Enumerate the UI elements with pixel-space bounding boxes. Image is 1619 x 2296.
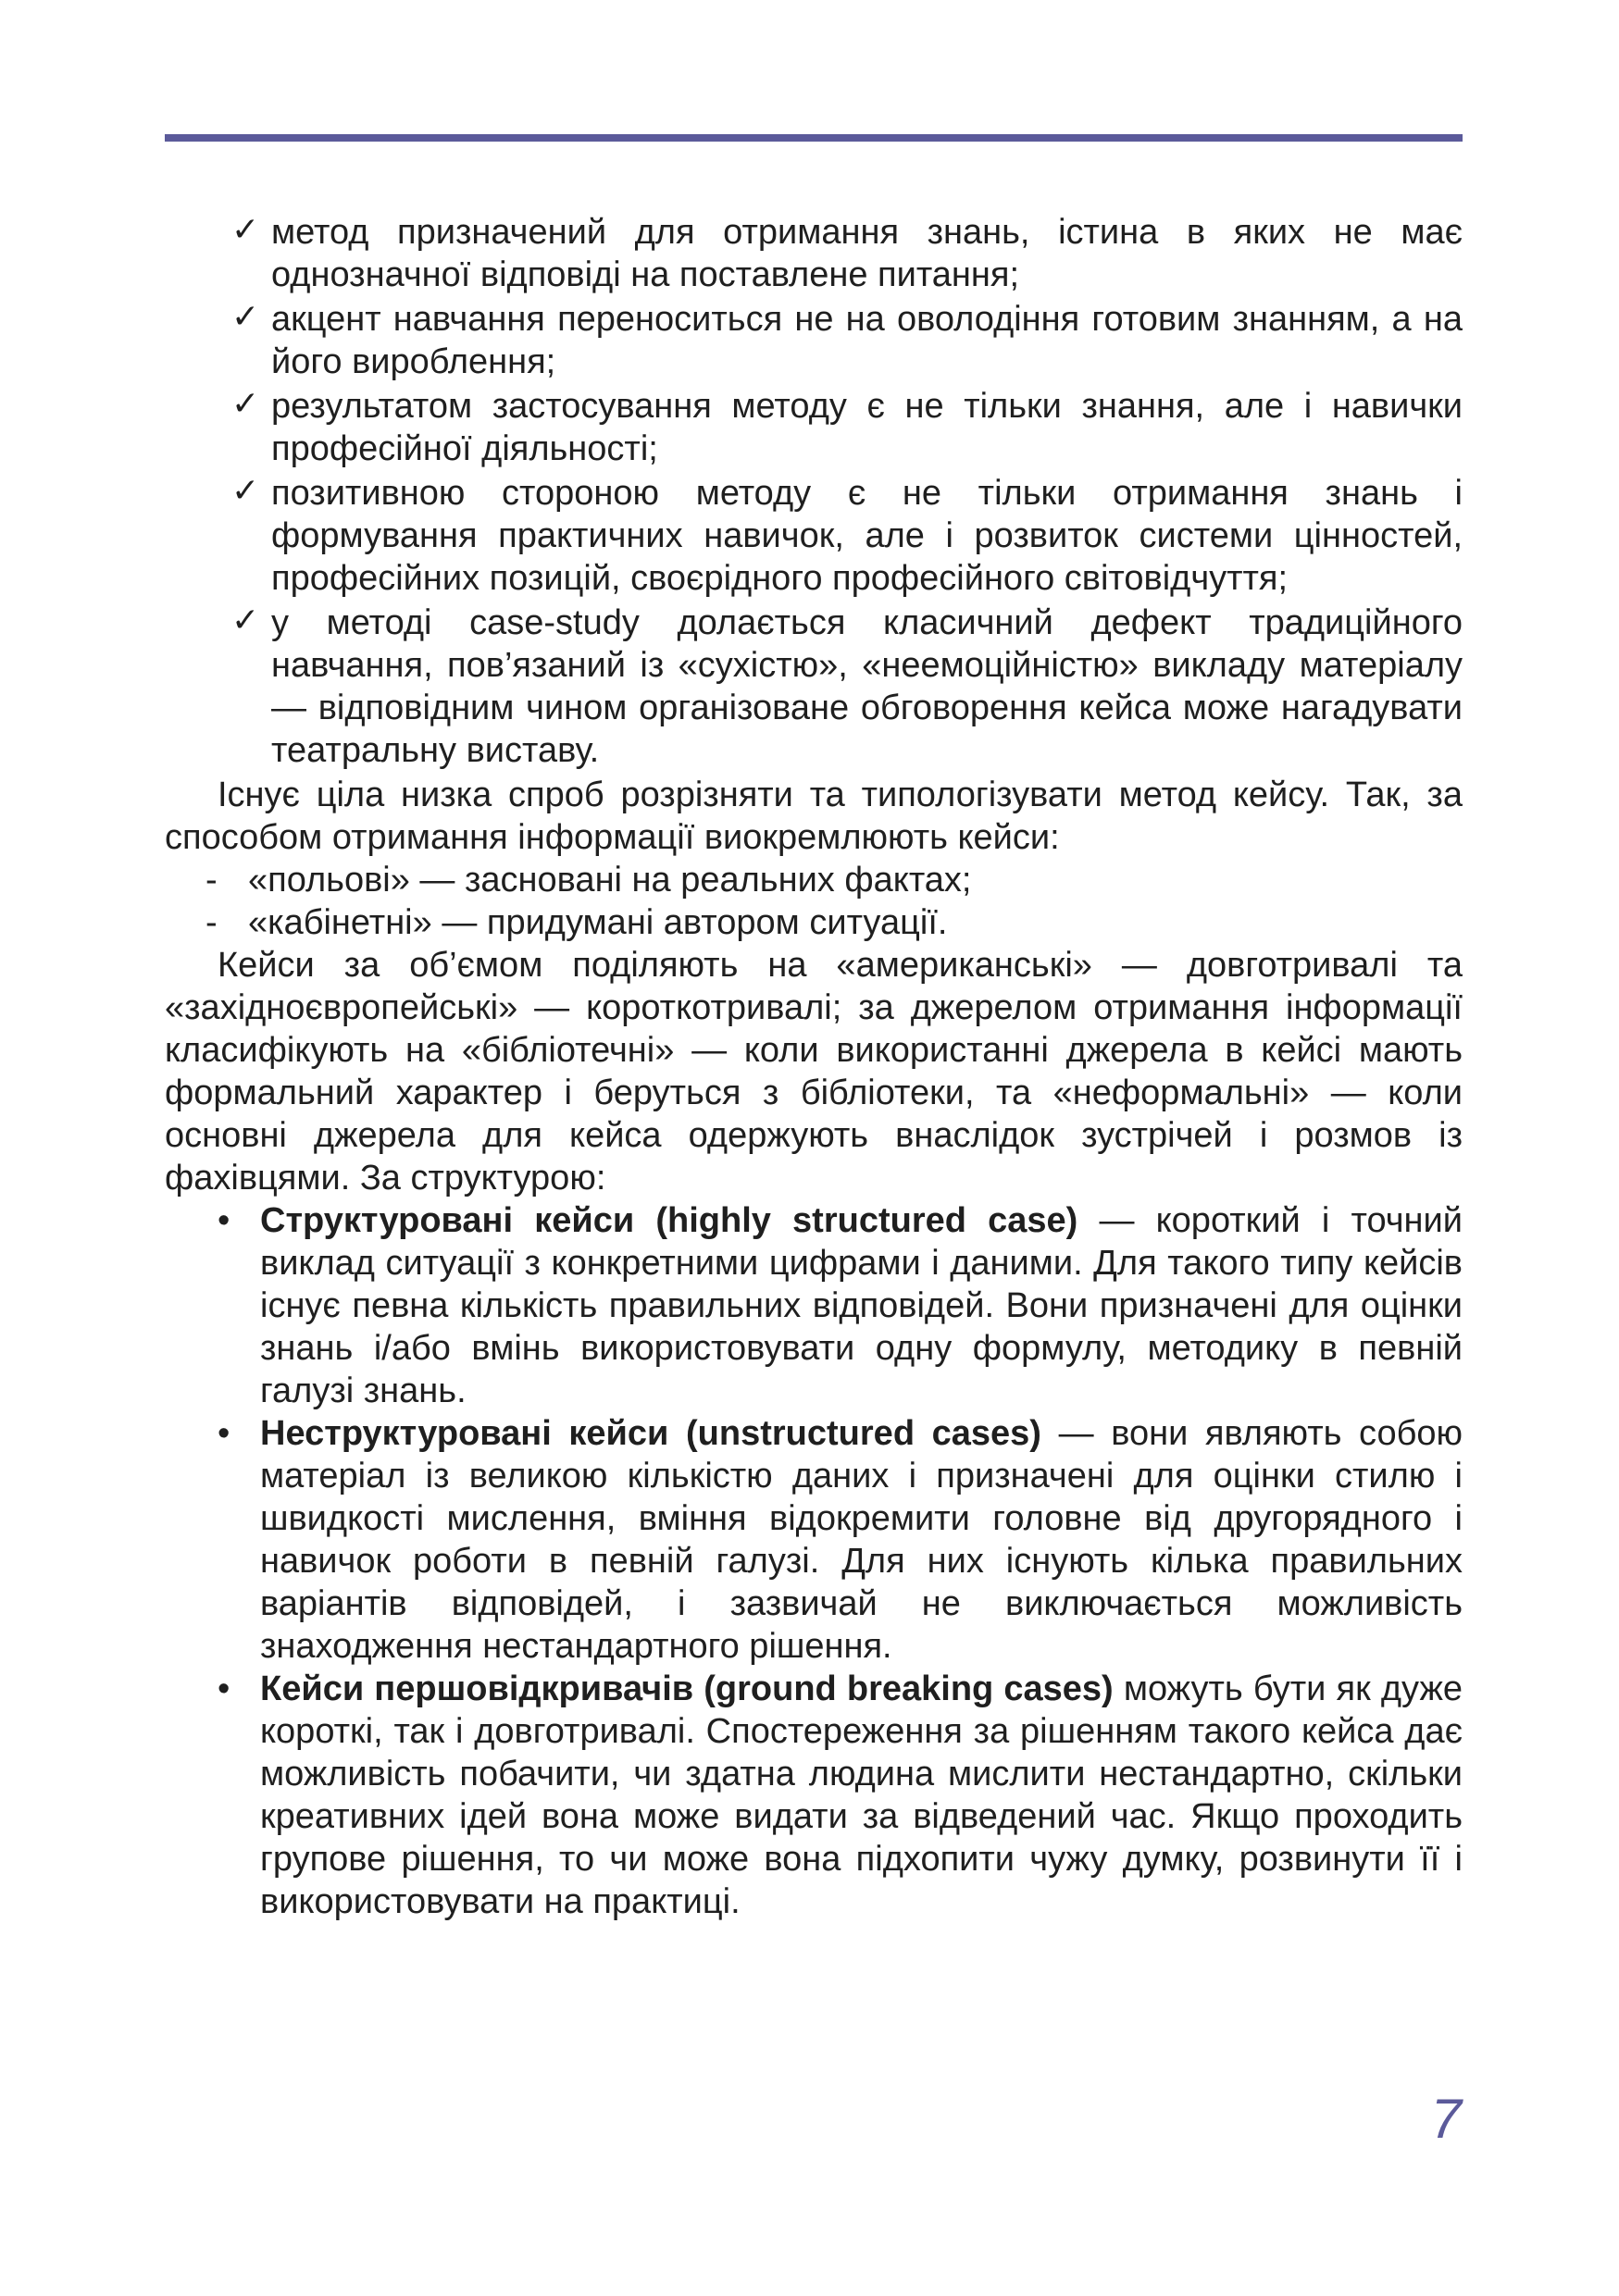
dash-marker: - <box>205 903 218 942</box>
bullet-marker: • <box>218 1201 230 1240</box>
dash-item-text: «кабінетні» — придумані автором ситуації. <box>248 903 948 942</box>
checklist-text: позитивною стороною методу є не тільки отримання знань і формування практичних навичок, але і розвиток системи цінностей, професійних позицій, своєрідного професійного світовідчуття; <box>271 474 1463 598</box>
paragraph-case-volume: Кейси за об’ємом поділяють на «американські» — довготривалі та «західноєвропейські» — короткотривалі; за джерелом отримання інформації класифікують на «бібліотечні» — коли використанні джерела в кейсі мають формальний характер і беруться з бібліотеки, та «неформальні» — коли основні джерела для кейса одержують внаслідок зустрічей і розмов із фахівцями. За структурою: <box>165 946 1463 1198</box>
page-number: 7 <box>1430 2088 1462 2150</box>
dash-marker: - <box>205 861 218 900</box>
bullet-title: Кейси першовідкривачів (ground breaking cases) <box>260 1669 1114 1708</box>
check-icon: ✓ <box>231 472 260 510</box>
bullet-text: можуть бути як дуже короткі, так і довготривалі. Спостереження за рішенням такого кейса дає можливість побачити, чи здатна людина мислити нестандартно, скільки креативних ідей вона може видати за відведений час. Якщо проходить групове рішення, то чи може вона підхопити чужу думку, розвинути її і використовувати на практиці. <box>260 1669 1463 1921</box>
page-body <box>165 211 1463 1923</box>
check-icon: ✓ <box>231 211 260 249</box>
check-icon: ✓ <box>231 385 260 423</box>
bullet-marker: • <box>218 1414 230 1453</box>
check-icon: ✓ <box>231 602 260 639</box>
checklist-item <box>165 298 1463 383</box>
bullet-marker: • <box>218 1669 230 1708</box>
dash-list-item <box>165 901 1463 944</box>
check-icon: ✓ <box>231 298 260 336</box>
checklist-text: акцент навчання переноситься не на оволодіння готовим знанням, а на його вироблення; <box>271 300 1463 381</box>
dash-item-text: «польові» — засновані на реальних фактах; <box>248 861 972 900</box>
bullet-text: — вони являють собою матеріал із великою кількістю даних і призначені для оцінки стилю і швидкості мислення, вміння відокремити головне від другорядного і навичок роботи в певній галузі. Для них існують кілька правильних варіантів відповідей, і зазвичай не виключається можливість знаходження нестандартного рішення. <box>260 1414 1463 1666</box>
checklist-item <box>165 211 1463 296</box>
checklist-item <box>165 385 1463 470</box>
paragraph-case-types: Існує ціла низка спроб розрізняти та типологізувати метод кейсу. Так, за способом отримання інформації виокремлюють кейси: <box>165 776 1463 857</box>
checklist-item <box>165 602 1463 772</box>
bullet-title: Неструктуровані кейси (unstructured cases) <box>260 1414 1041 1453</box>
checklist-item <box>165 472 1463 600</box>
checklist-text: у методі case-study долається класичний дефект традиційного навчання, пов’язаний із «сухістю», «неемоційністю» викладу матеріалу — відповідним чином організоване обговорення кейса може нагадувати театральну виставу. <box>271 603 1463 770</box>
bullet-title: Структуровані кейси (highly structured case) <box>260 1201 1078 1240</box>
checklist-text: метод призначений для отримання знань, істина в яких не має однозначної відповіді на поставлене питання; <box>271 213 1463 294</box>
top-rule <box>165 134 1463 142</box>
bullet-item-unstructured <box>165 1412 1463 1668</box>
dash-list-item <box>165 859 1463 901</box>
checklist-text: результатом застосування методу є не тільки знання, але і навички професійної діяльності; <box>271 387 1463 468</box>
bullet-text: — короткий і точний виклад ситуації з конкретними цифрами і даними. Для такого типу кейсів існує певна кількість правильних відповідей. Вони призначені для оцінки знань і/або вмінь використовувати одну формулу, методику в певній галузі знань. <box>260 1201 1463 1410</box>
bullet-item-groundbreaking <box>165 1668 1463 1923</box>
bullet-item-structured <box>165 1199 1463 1412</box>
